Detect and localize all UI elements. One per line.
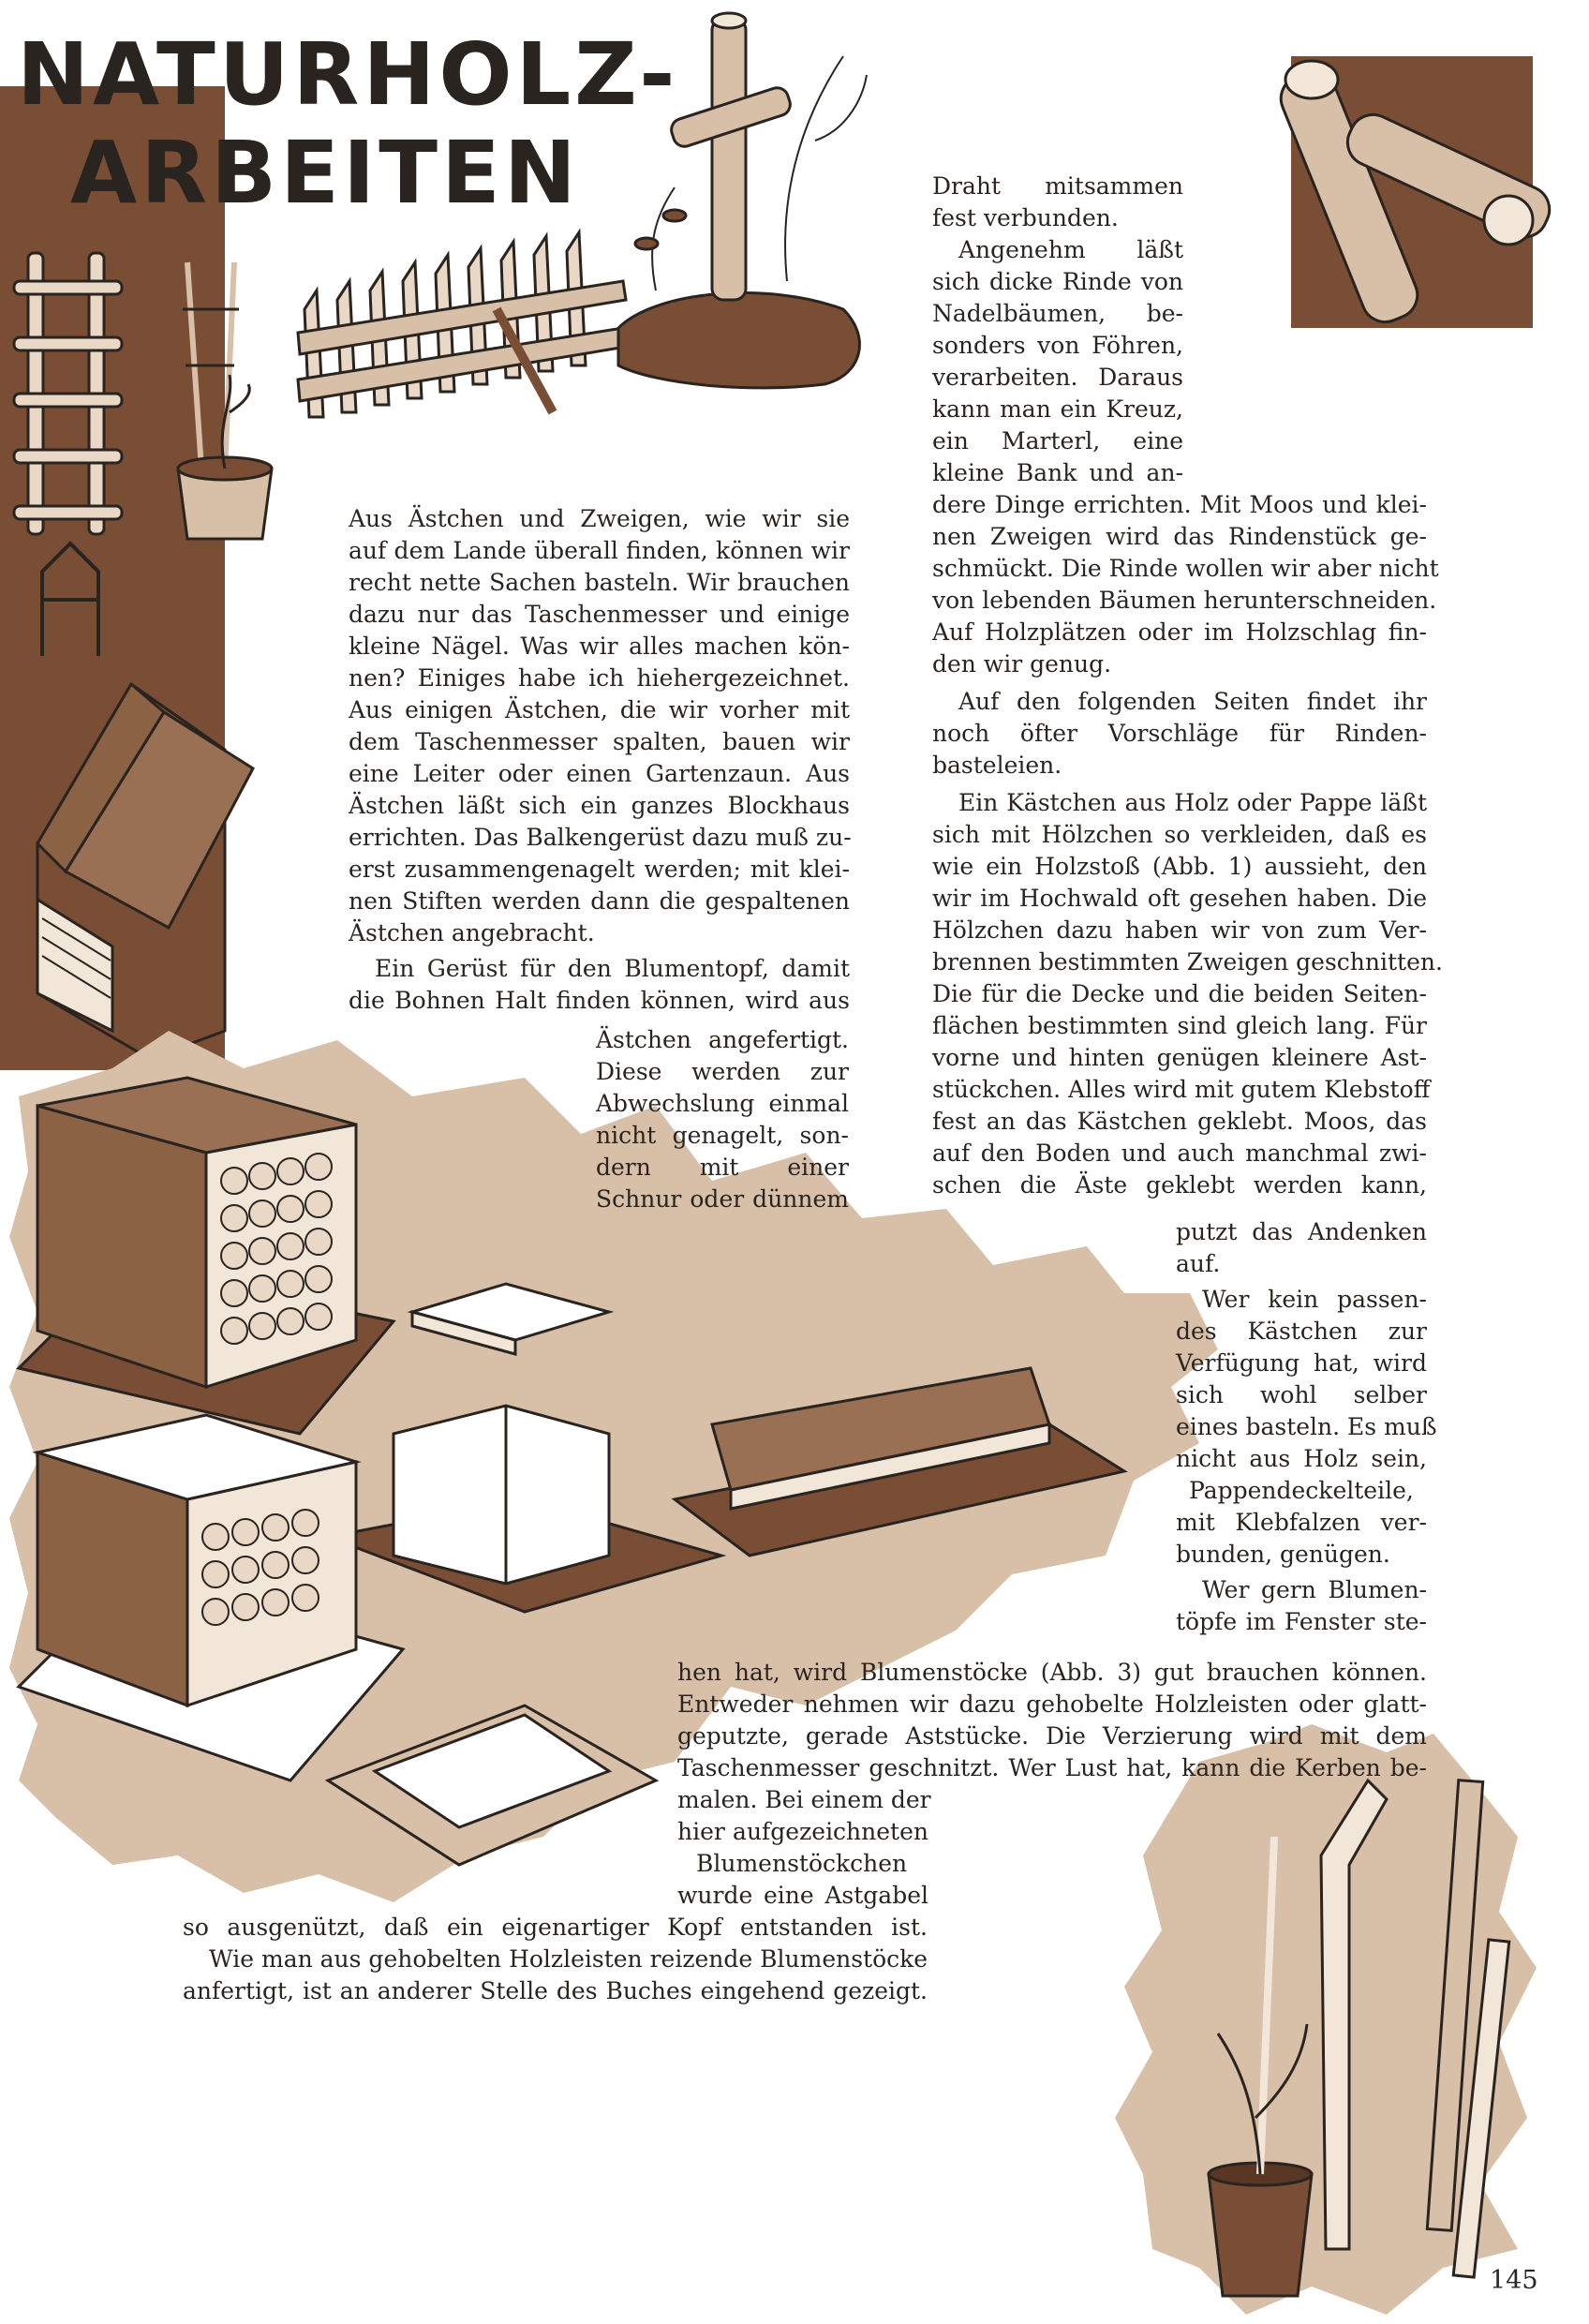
text-line: Taschenmesser geschnitzt. Wer Lust hat, kann die Kerben be- <box>677 1754 1427 1781</box>
log-joint-drawing <box>1274 56 1557 329</box>
text-line: Aus Ästchen und Zweigen, wie wir sie <box>349 505 850 532</box>
text-line: von lebenden Bäumen herunterschneiden. <box>932 587 1437 614</box>
left-paragraph-1 <box>349 503 850 949</box>
text-line: des Kästchen zur <box>1176 1318 1427 1345</box>
garden-fence-drawing <box>298 232 626 417</box>
text-line: fest verbunden. <box>932 204 1119 231</box>
text-line: Schnur oder dünnem <box>596 1185 849 1213</box>
page-title-line-1: NATURHOLZ- <box>17 24 679 125</box>
text-line: schen die Äste geklebt werden kann, <box>932 1171 1427 1199</box>
text-line: Blumenstöckchen <box>696 1850 908 1877</box>
text-line: nen Stiften werden dann die gespaltenen <box>349 887 850 915</box>
text-line: kleine Nägel. Was wir alles machen kön- <box>349 633 850 660</box>
text-line: malen. Bei einem der <box>677 1786 931 1813</box>
text-line: Diese werden zur <box>596 1058 849 1085</box>
text-line: Auf Holzplätzen oder im Holzschlag fin- <box>932 618 1427 646</box>
text-line: dern mit einer <box>596 1154 849 1181</box>
text-line: Hölzchen dazu haben wir von zum Ver- <box>932 916 1427 944</box>
text-line: bunden, genügen. <box>1176 1541 1390 1568</box>
text-line: nen? Einiges habe ich hiehergezeichnet. <box>349 664 850 692</box>
text-line: Wer kein passen- <box>1202 1286 1427 1313</box>
text-line: Abwechslung einmal <box>596 1090 849 1117</box>
text-line: kann man ein Kreuz, <box>932 395 1183 423</box>
left-paragraph-2 <box>349 953 850 1017</box>
text-line: nicht aus Holz sein, <box>1176 1445 1427 1472</box>
page-title-line-2: ARBEITEN <box>70 123 580 223</box>
text-line: stückchen. Alles wird mit gutem Klebstoff <box>932 1076 1431 1103</box>
text-line: Ästchen läßt sich ein ganzes Blockhaus <box>349 792 850 819</box>
right-narrow-column <box>932 171 1183 489</box>
text-line: Wie man aus gehobelten Holzleisten reizende Blumenstöcke <box>209 1945 928 1973</box>
text-line: Draht mitsammen <box>932 172 1183 200</box>
text-line: Ästchen angefertigt. <box>596 1026 849 1053</box>
text-line: wie ein Holzstoß (Abb. 1) aussieht, den <box>932 853 1427 880</box>
text-line: die Bohnen Halt finden können, wird aus <box>349 987 850 1014</box>
text-line: geputzte, gerade Aststücke. Die Verzierung wird mit dem <box>677 1722 1427 1750</box>
text-line: recht nette Sachen basteln. Wir brauchen <box>349 569 850 596</box>
text-line: fest an das Kästchen geklebt. Moos, das <box>932 1108 1427 1135</box>
text-line: wir im Hochwald oft gesehen haben. Die <box>932 885 1427 912</box>
woodpile-box-drawing <box>19 1078 394 1434</box>
text-line: anfertigt, ist an anderer Stelle des Buches eingehend gezeigt. <box>183 1977 928 2004</box>
text-line: putzt das Andenken <box>1176 1218 1427 1245</box>
text-line: Ein Kästchen aus Holz oder Pappe läßt <box>958 789 1427 816</box>
text-line: dazu nur das Taschenmesser und einige <box>349 601 850 628</box>
left-narrow-column <box>596 1024 849 1215</box>
text-line: Ein Gerüst für den Blumentopf, damit <box>375 955 850 982</box>
text-line: Die für die Decke und die beiden Seiten- <box>932 980 1427 1007</box>
text-line: Entweder nehmen wir dazu gehobelte Holzleisten oder glatt- <box>677 1691 1427 1718</box>
bottom-wide-block <box>677 1657 1427 1784</box>
text-line: hier aufgezeichneten <box>677 1818 928 1845</box>
text-line: auf. <box>1176 1250 1221 1277</box>
right-narrow-column-2 <box>1176 1216 1437 1638</box>
text-line: nen Zweigen wird das Rindenstück ge- <box>932 523 1427 550</box>
text-line: Ästchen angebracht. <box>349 919 595 946</box>
right-column <box>932 489 1443 1201</box>
text-line: mit Klebfalzen ver- <box>1176 1509 1427 1536</box>
text-line: Pappendeckelteile, <box>1189 1477 1414 1504</box>
text-line: verarbeiten. Daraus <box>932 364 1183 391</box>
bottom-narrow-block <box>677 1784 931 1912</box>
text-line: Angenehm läßt <box>958 236 1183 263</box>
text-line: vorne und hinten genügen kleinere Ast- <box>932 1044 1427 1071</box>
text-line: auf dem Lande überall finden, können wir <box>349 537 850 564</box>
text-line: Verfügung hat, wird <box>1176 1349 1427 1377</box>
text-line: erst zusammengenagelt werden; mit klei- <box>349 856 850 883</box>
text-line: Wer gern Blumen- <box>1202 1576 1427 1603</box>
page-number: 145 <box>1490 2266 1538 2295</box>
text-line: flächen bestimmten sind gleich lang. Für <box>932 1012 1427 1039</box>
text-line: Nadelbäumen, be- <box>932 300 1183 327</box>
text-line: wurde eine Astgabel <box>677 1882 928 1909</box>
text-line: sich wohl selber <box>1176 1381 1427 1408</box>
text-line: töpfe im Fenster ste- <box>1176 1608 1427 1635</box>
text-line: dere Dinge errichten. Mit Moos und klei- <box>932 491 1427 518</box>
text-line: sich mit Hölzchen so verkleiden, daß es <box>932 821 1427 848</box>
text-line: kleine Bank und an- <box>932 459 1183 486</box>
text-line: ein Marterl, eine <box>932 427 1183 454</box>
text-line: errichten. Das Balkengerüst dazu muß zu- <box>349 824 852 851</box>
text-line: noch öfter Vorschläge für Rinden- <box>932 720 1427 747</box>
text-line: schmückt. Die Rinde wollen wir aber nicht <box>932 555 1439 582</box>
text-line: so ausgenützt, daß ein eigenartiger Kopf entstanden ist. <box>183 1914 928 1941</box>
text-line: sich dicke Rinde von <box>932 268 1183 295</box>
text-line: nicht genagelt, son- <box>596 1122 849 1149</box>
text-line: sonders von Föhren, <box>932 332 1183 359</box>
text-line: den wir genug. <box>932 650 1112 678</box>
text-line: eines basteln. Es muß <box>1176 1413 1437 1440</box>
left-column <box>349 503 850 1017</box>
text-line: hen hat, wird Blumenstöcke (Abb. 3) gut brauchen können. <box>677 1659 1427 1686</box>
text-line: dem Taschenmesser spalten, bauen wir <box>349 728 850 755</box>
text-line: brennen bestimmten Zweigen geschnitten. <box>932 948 1443 976</box>
text-line: Aus einigen Ästchen, die wir vorher mit <box>349 696 850 723</box>
text-line: basteleien. <box>932 752 1062 779</box>
text-line: auf den Boden und auch manchmal zwi- <box>932 1140 1427 1167</box>
text-line: Auf den folgenden Seiten findet ihr <box>958 688 1427 715</box>
closing-block <box>183 1912 928 2007</box>
text-line: eine Leiter oder einen Gartenzaun. Aus <box>349 760 850 787</box>
